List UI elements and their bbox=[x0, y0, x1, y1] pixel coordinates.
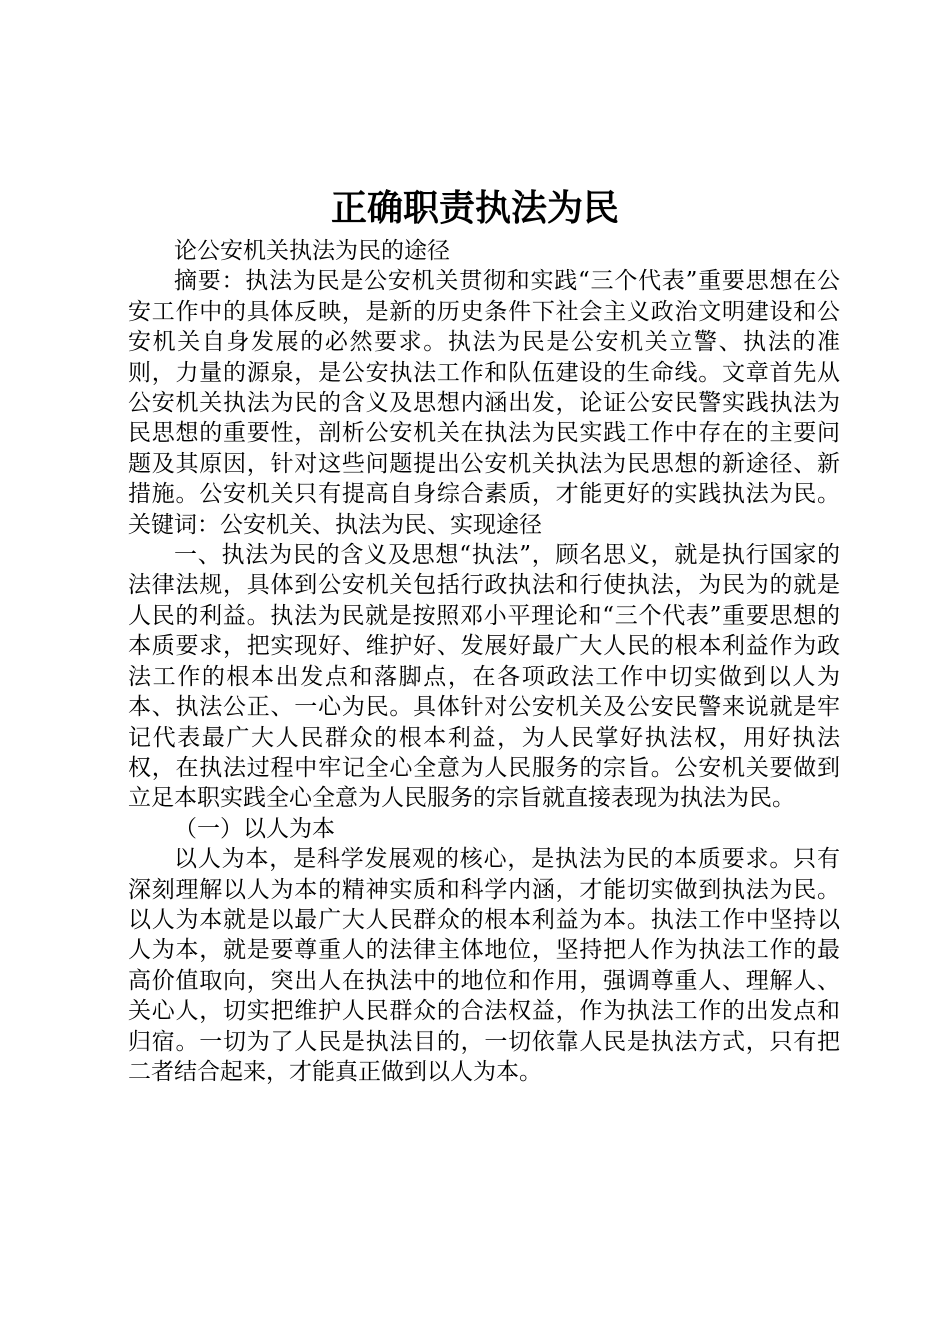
subtitle-paragraph: 论公安机关执法为民的途径 bbox=[174, 238, 450, 264]
subsection-paragraph: 以人为本，是科学发展观的核心，是执法为民的本质要求。只有深刻理解以人为本的精神实质和科学内涵，才能切实做到执法为民。以人为本就是以最广大人民群众的根本利益为本。执法工作中坚持以人为本，就是要尊重人的法律主体地位，坚持把人作为执法工作的最高价值取向，突出人在执法中的地位和作用，强调尊重人、理解人、关心人，切实把维护人民群众的合法权益，作为执法工作的出发点和归宿。一切为了人民是执法目的，一切依靠人民是执法方式，只有把二者结合起来，才能真正做到以人为本。 bbox=[128, 846, 840, 1085]
abstract-paragraph: 摘要：执法为民是公安机关贯彻和实践“三个代表”重要思想在公安工作中的具体反映，是新的历史条件下社会主义政治文明建设和公安机关自身发展的必然要求。执法为民是公安机关立警、执法的准则，力量的源泉，是公安执法工作和队伍建设的生命线。文章首先从公安机关执法为民的含义及思想内涵出发，论证公安民警实践执法为民思想的重要性，剖析公安机关在执法为民实践工作中存在的主要问题及其原因，针对这些问题提出公安机关执法为民思想的新途径、新措施。公安机关只有提高自身综合素质，才能更好的实践执法为民。关键词：公安机关、执法为民、实现途径 bbox=[128, 268, 840, 538]
section-one-paragraph: 一、执法为民的含义及思想“执法”，顾名思义，就是执行国家的法律法规，具体到公安机关包括行政执法和行使执法，为民为的就是人民的利益。执法为民就是按照邓小平理论和“三个代表”重要思想的本质要求，把实现好、维护好、发展好最广大人民的根本利益作为政法工作的根本出发点和落脚点，在各项政法工作中切实做到以人为本、执法公正、一心为民。具体针对公安机关及公安民警来说就是牢记代表最广大人民群众的根本利益，为人民掌好执法权，用好执法权，在执法过程中牢记全心全意为人民服务的宗旨。公安机关要做到立足本职实践全心全意为人民服务的宗旨就直接表现为执法为民。 bbox=[128, 542, 840, 812]
document-body bbox=[128, 236, 840, 1087]
document-title: 正确职责执法为民 bbox=[330, 187, 619, 229]
subsection-heading: （一）以人为本 bbox=[174, 815, 335, 842]
